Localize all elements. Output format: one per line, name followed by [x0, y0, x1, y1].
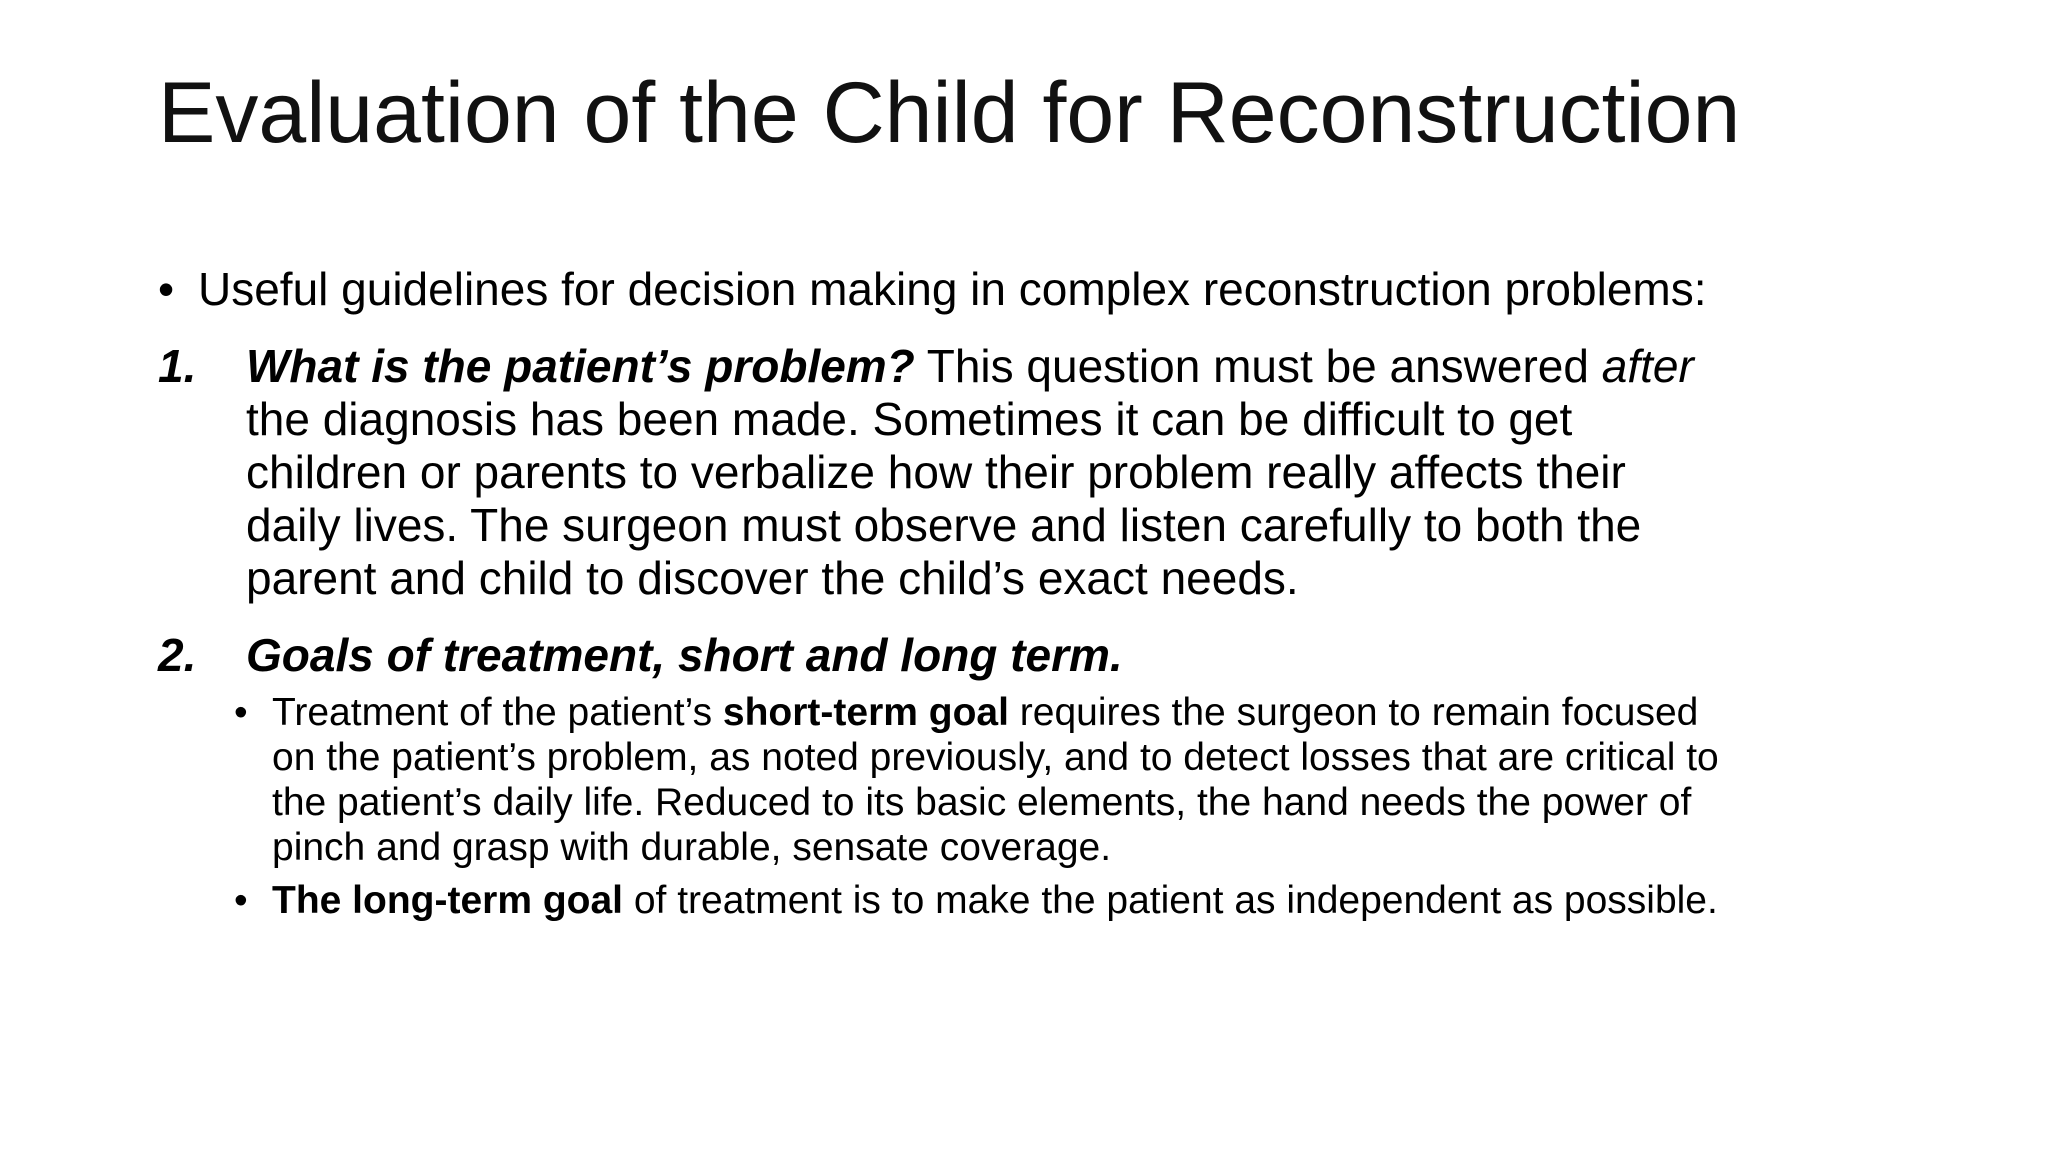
bullet-dot-icon: •	[234, 879, 248, 922]
item1-line-1	[246, 340, 1918, 393]
item1-line1-text: This question must be answered	[914, 340, 1602, 392]
item1-lead: What is the patient’s problem?	[246, 340, 915, 392]
item2-lead: Goals of treatment, short and long term.	[246, 629, 1123, 681]
numbered-item-1	[158, 340, 1918, 605]
sub2-line-1	[272, 878, 1918, 923]
sub1-pre: Treatment of the patient’s	[272, 691, 723, 734]
numbered-item-2	[158, 629, 1918, 682]
item1-line1-emphasis: after	[1601, 340, 1694, 392]
sub1-line-1	[272, 690, 1918, 735]
slide-content	[158, 262, 1918, 923]
intro-bullet	[158, 262, 1918, 316]
sub2-bold: The long-term goal	[272, 879, 623, 922]
sub2-post: of treatment is to make the patient as independent as possible.	[623, 879, 1718, 922]
sub-bullet-short-term	[234, 690, 1918, 870]
sub1-line-3: the patient’s daily life. Reduced to its basic elements, the hand needs the power of	[272, 781, 1692, 824]
sub-bullet-long-term	[234, 878, 1918, 923]
sub1-post: requires the surgeon to remain focused	[1008, 691, 1699, 734]
item2-sub-list	[234, 690, 1918, 923]
item-number-1: 1.	[158, 340, 197, 392]
sub1-line-4: pinch and grasp with durable, sensate coverage.	[272, 826, 1112, 869]
bullet-dot-icon: •	[158, 263, 175, 315]
item1-line-5: parent and child to discover the child’s exact needs.	[246, 552, 1299, 604]
slide-title: Evaluation of the Child for Reconstruction	[158, 65, 1741, 161]
item1-line-3: children or parents to verbalize how their problem really affects their	[246, 446, 1626, 498]
bullet-dot-icon: •	[234, 691, 248, 734]
item1-line-4: daily lives. The surgeon must observe and listen carefully to both the	[246, 499, 1642, 551]
intro-bullet-text: Useful guidelines for decision making in complex reconstruction problems:	[198, 263, 1707, 315]
sub1-bold: short-term goal	[722, 691, 1009, 734]
sub1-line-2: on the patient’s problem, as noted previously, and to detect losses that are critical to	[272, 736, 1719, 779]
item1-line-2: the diagnosis has been made. Sometimes it can be difficult to get	[246, 393, 1573, 445]
item-number-2: 2.	[158, 629, 197, 681]
